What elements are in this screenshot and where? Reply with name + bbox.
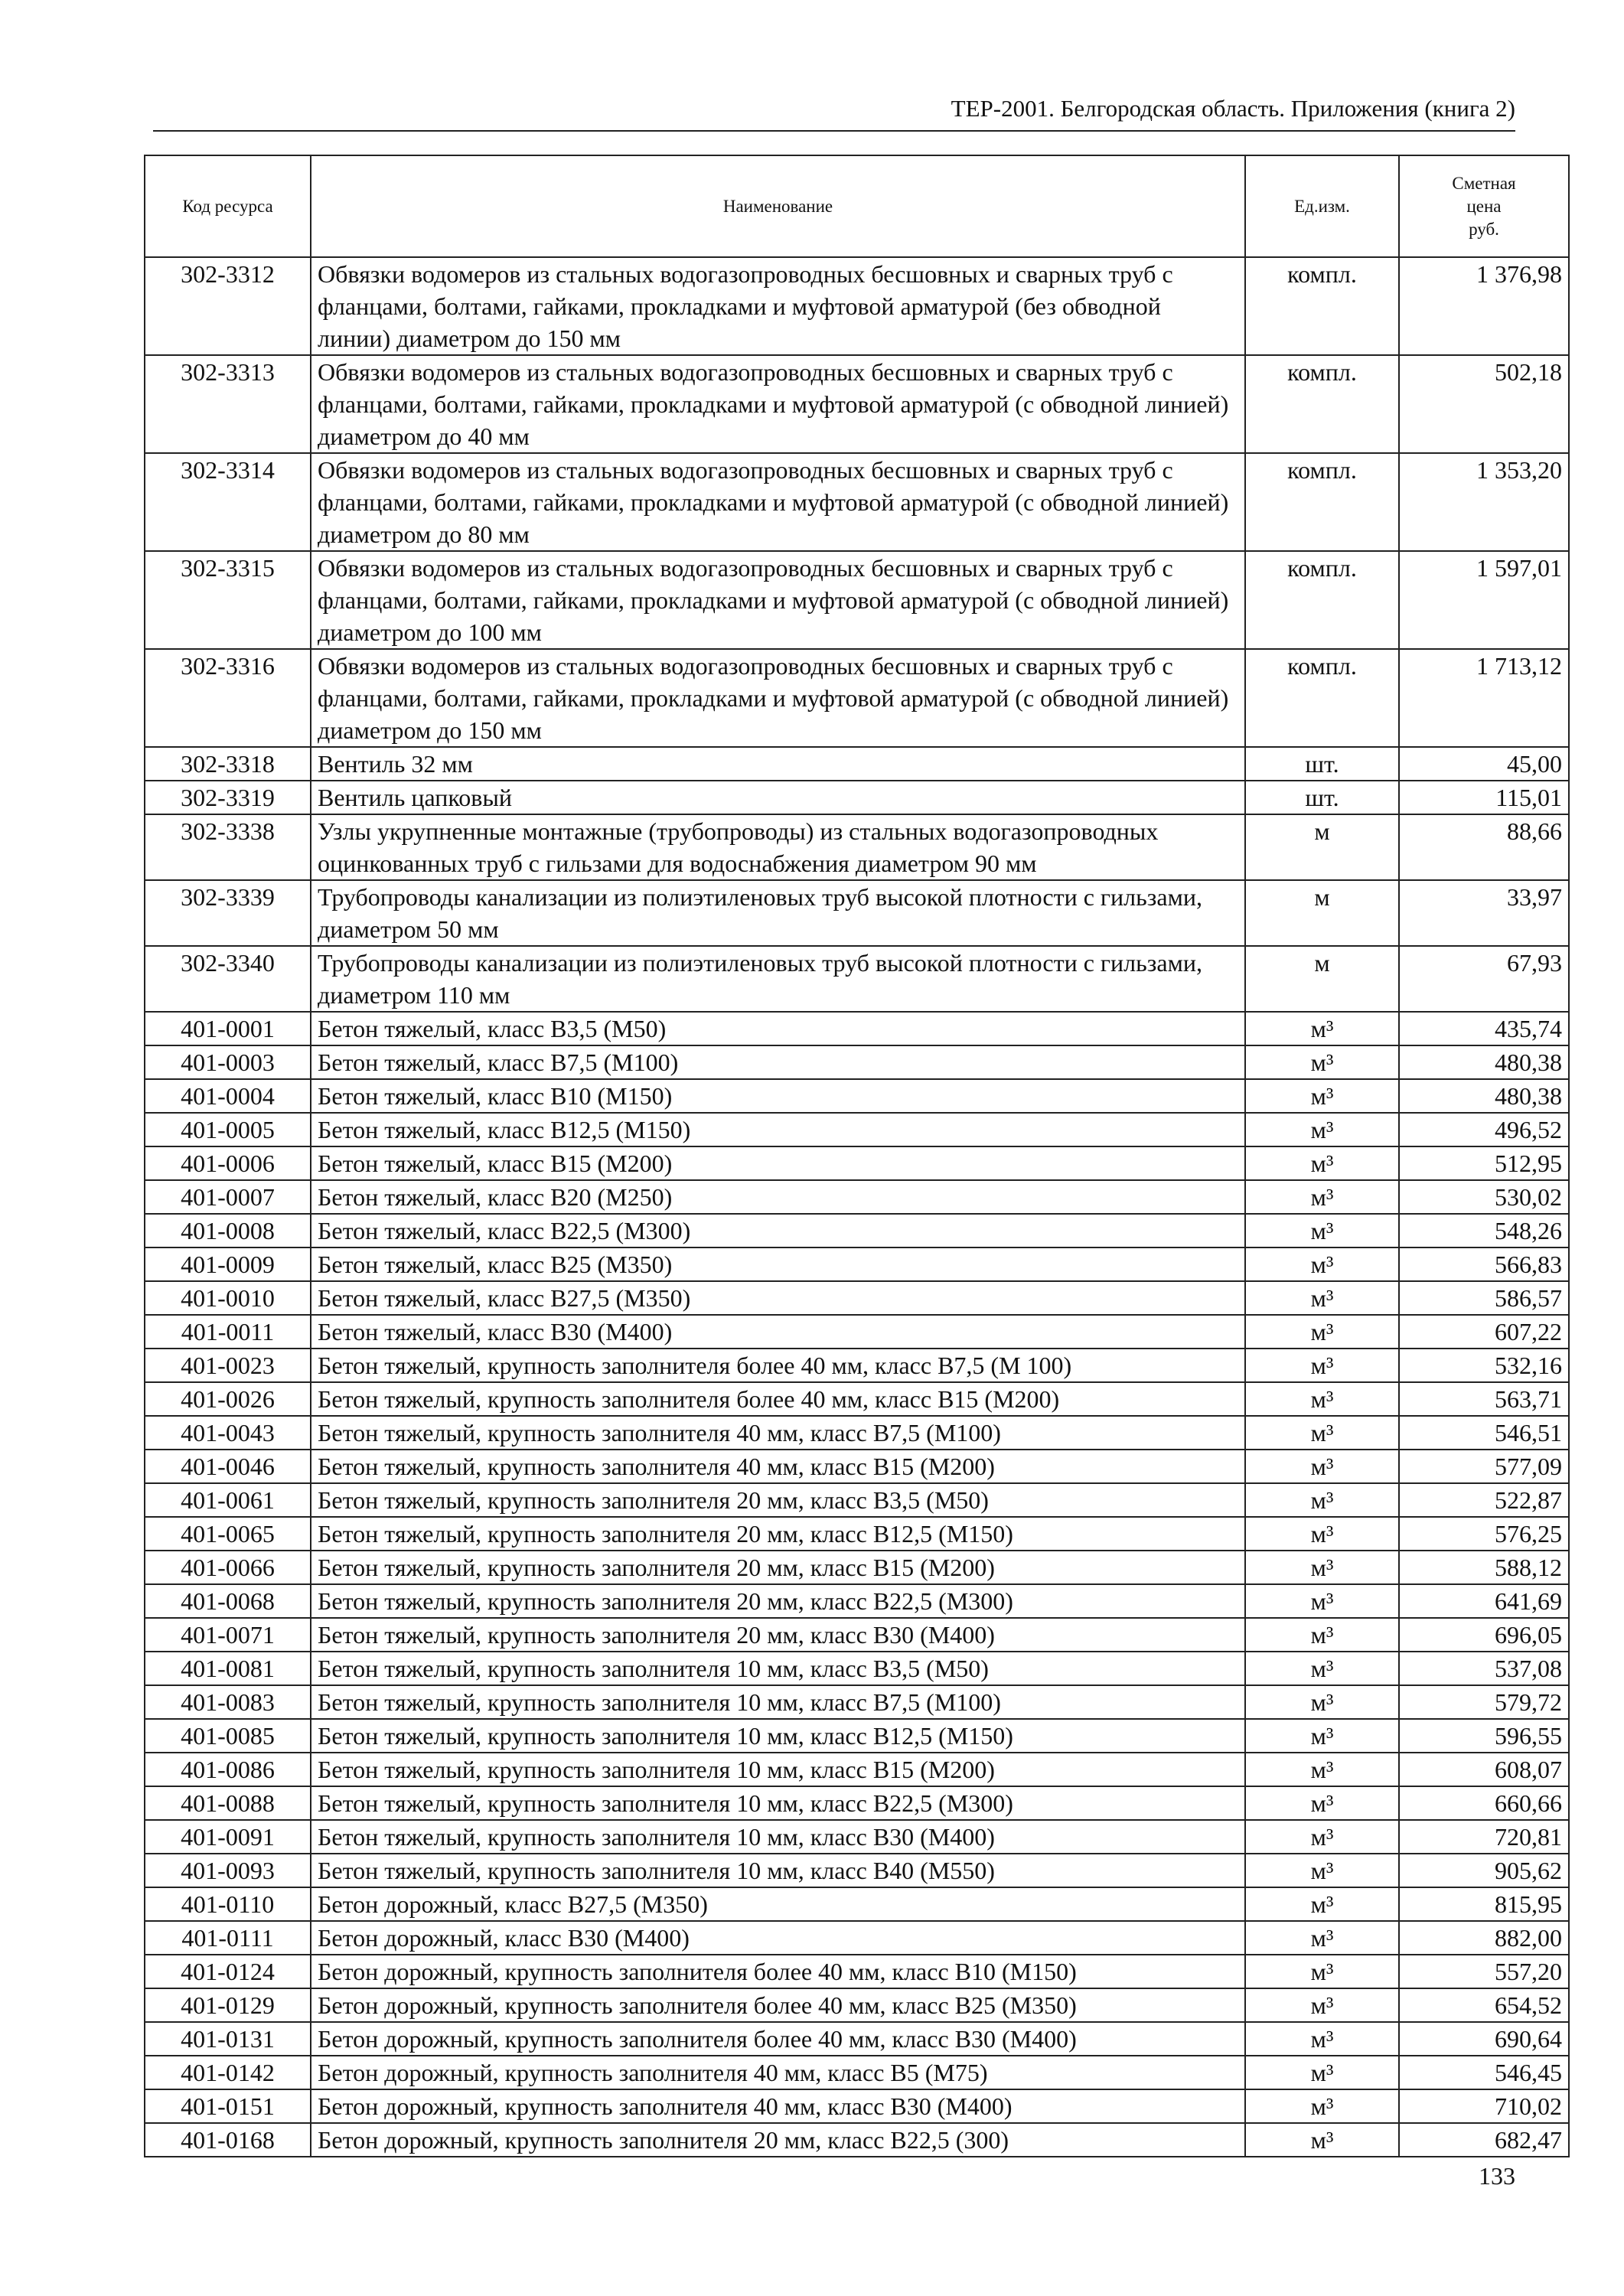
resource-name-cell: Бетон тяжелый, крупность заполнителя 10 мм, класс В40 (М550) bbox=[311, 1854, 1245, 1887]
price-cell: 576,25 bbox=[1399, 1517, 1569, 1551]
price-cell: 596,55 bbox=[1399, 1719, 1569, 1753]
unit-cell: м³ bbox=[1245, 1955, 1399, 1988]
resource-name-cell: Обвязки водомеров из стальных водогазопроводных бесшовных и сварных труб с фланцами, болтами, гайками, прокладками и муфтовой арматурой (с обводной линией) диаметром до 100 мм bbox=[311, 551, 1245, 649]
table-row bbox=[145, 2123, 1569, 2157]
resource-name-cell: Трубопроводы канализации из полиэтиленовых труб высокой плотности с гильзами, диаметром 50 мм bbox=[311, 880, 1245, 946]
unit-cell: шт. bbox=[1245, 747, 1399, 781]
resource-name-cell: Бетон дорожный, крупность заполнителя 40 мм, класс В30 (М400) bbox=[311, 2089, 1245, 2123]
unit-cell: м³ bbox=[1245, 1921, 1399, 1955]
resource-code-cell: 401-0088 bbox=[145, 1786, 311, 1820]
unit-cell: шт. bbox=[1245, 781, 1399, 814]
resource-code-cell: 401-0065 bbox=[145, 1517, 311, 1551]
resource-code-cell: 401-0093 bbox=[145, 1854, 311, 1887]
unit-cell: м³ bbox=[1245, 1382, 1399, 1416]
resource-code-cell: 401-0008 bbox=[145, 1214, 311, 1247]
column-header-name: Наименование bbox=[311, 155, 1245, 257]
unit-cell: м³ bbox=[1245, 1719, 1399, 1753]
resource-name-cell: Бетон дорожный, крупность заполнителя более 40 мм, класс В25 (М350) bbox=[311, 1988, 1245, 2022]
unit-cell: м³ bbox=[1245, 1180, 1399, 1214]
resource-name-cell: Бетон тяжелый, крупность заполнителя 40 мм, класс В7,5 (М100) bbox=[311, 1416, 1245, 1450]
price-cell: 588,12 bbox=[1399, 1551, 1569, 1584]
resource-code-cell: 302-3315 bbox=[145, 551, 311, 649]
resource-code-cell: 401-0085 bbox=[145, 1719, 311, 1753]
table-row bbox=[145, 747, 1569, 781]
resource-name-cell: Обвязки водомеров из стальных водогазопроводных бесшовных и сварных труб с фланцами, болтами, гайками, прокладками и муфтовой арматурой (с обводной линией) диаметром до 80 мм bbox=[311, 453, 1245, 551]
resource-code-cell: 302-3312 bbox=[145, 257, 311, 355]
price-cell: 660,66 bbox=[1399, 1786, 1569, 1820]
resource-name-cell: Бетон тяжелый, класс В25 (М350) bbox=[311, 1247, 1245, 1281]
unit-cell: м³ bbox=[1245, 1214, 1399, 1247]
table-header-row bbox=[145, 155, 1569, 257]
price-cell: 546,51 bbox=[1399, 1416, 1569, 1450]
table-row bbox=[145, 1113, 1569, 1146]
resource-name-cell: Бетон тяжелый, класс В12,5 (М150) bbox=[311, 1113, 1245, 1146]
table-row bbox=[145, 1045, 1569, 1079]
resource-name-cell: Бетон тяжелый, класс В7,5 (М100) bbox=[311, 1045, 1245, 1079]
unit-cell: м³ bbox=[1245, 1247, 1399, 1281]
resource-name-cell: Бетон тяжелый, крупность заполнителя 10 мм, класс В30 (М400) bbox=[311, 1820, 1245, 1854]
resource-code-cell: 401-0011 bbox=[145, 1315, 311, 1349]
price-cell: 45,00 bbox=[1399, 747, 1569, 781]
table-row bbox=[145, 551, 1569, 649]
price-cell: 532,16 bbox=[1399, 1349, 1569, 1382]
resource-code-cell: 401-0151 bbox=[145, 2089, 311, 2123]
resource-name-cell: Бетон дорожный, класс В30 (М400) bbox=[311, 1921, 1245, 1955]
unit-cell: м³ bbox=[1245, 1012, 1399, 1045]
column-header-price-line: цена bbox=[1466, 196, 1502, 216]
table-row bbox=[145, 1214, 1569, 1247]
unit-cell: м³ bbox=[1245, 1416, 1399, 1450]
unit-cell: м bbox=[1245, 946, 1399, 1012]
table-row bbox=[145, 781, 1569, 814]
price-cell: 710,02 bbox=[1399, 2089, 1569, 2123]
price-cell: 608,07 bbox=[1399, 1753, 1569, 1786]
resource-code-cell: 401-0061 bbox=[145, 1483, 311, 1517]
price-cell: 502,18 bbox=[1399, 355, 1569, 453]
resource-name-cell: Бетон тяжелый, крупность заполнителя 20 мм, класс В3,5 (М50) bbox=[311, 1483, 1245, 1517]
resource-code-cell: 401-0003 bbox=[145, 1045, 311, 1079]
resource-code-cell: 302-3313 bbox=[145, 355, 311, 453]
resource-code-cell: 401-0006 bbox=[145, 1146, 311, 1180]
resource-code-cell: 302-3319 bbox=[145, 781, 311, 814]
unit-cell: м³ bbox=[1245, 1281, 1399, 1315]
table-row bbox=[145, 453, 1569, 551]
unit-cell: м³ bbox=[1245, 1315, 1399, 1349]
unit-cell: м³ bbox=[1245, 1786, 1399, 1820]
unit-cell: м³ bbox=[1245, 1887, 1399, 1921]
table-row bbox=[145, 1652, 1569, 1685]
price-cell: 566,83 bbox=[1399, 1247, 1569, 1281]
column-header-unit: Ед.изм. bbox=[1245, 155, 1399, 257]
resource-name-cell: Бетон тяжелый, крупность заполнителя 40 мм, класс В15 (М200) bbox=[311, 1450, 1245, 1483]
resource-code-cell: 401-0046 bbox=[145, 1450, 311, 1483]
price-cell: 1 597,01 bbox=[1399, 551, 1569, 649]
page-header: ТЕР-2001. Белгородская область. Приложения (книга 2) bbox=[951, 95, 1515, 122]
resource-name-cell: Бетон тяжелый, крупность заполнителя 20 мм, класс В22,5 (М300) bbox=[311, 1584, 1245, 1618]
resource-name-cell: Вентиль 32 мм bbox=[311, 747, 1245, 781]
page-number: 133 bbox=[1479, 2162, 1515, 2190]
table-row bbox=[145, 649, 1569, 747]
resource-code-cell: 401-0005 bbox=[145, 1113, 311, 1146]
table-row bbox=[145, 355, 1569, 453]
resource-code-cell: 401-0111 bbox=[145, 1921, 311, 1955]
resource-code-cell: 302-3314 bbox=[145, 453, 311, 551]
resource-code-cell: 401-0168 bbox=[145, 2123, 311, 2157]
resource-name-cell: Бетон тяжелый, крупность заполнителя более 40 мм, класс В7,5 (М 100) bbox=[311, 1349, 1245, 1382]
price-cell: 641,69 bbox=[1399, 1584, 1569, 1618]
table-row bbox=[145, 880, 1569, 946]
unit-cell: м³ bbox=[1245, 2056, 1399, 2089]
resource-code-cell: 302-3338 bbox=[145, 814, 311, 880]
table-row bbox=[145, 814, 1569, 880]
resource-code-cell: 401-0001 bbox=[145, 1012, 311, 1045]
table-row bbox=[145, 1584, 1569, 1618]
table-row bbox=[145, 1887, 1569, 1921]
column-header-price bbox=[1399, 155, 1569, 257]
table-body bbox=[145, 257, 1569, 2157]
resource-code-cell: 401-0129 bbox=[145, 1988, 311, 2022]
resource-code-cell: 401-0004 bbox=[145, 1079, 311, 1113]
price-cell: 1 376,98 bbox=[1399, 257, 1569, 355]
resource-name-cell: Бетон дорожный, крупность заполнителя более 40 мм, класс В30 (М400) bbox=[311, 2022, 1245, 2056]
price-cell: 607,22 bbox=[1399, 1315, 1569, 1349]
resource-name-cell: Бетон тяжелый, крупность заполнителя 20 мм, класс В30 (М400) bbox=[311, 1618, 1245, 1652]
unit-cell: м³ bbox=[1245, 1685, 1399, 1719]
resource-code-cell: 401-0142 bbox=[145, 2056, 311, 2089]
resource-name-cell: Бетон тяжелый, крупность заполнителя более 40 мм, класс В15 (М200) bbox=[311, 1382, 1245, 1416]
table-row bbox=[145, 2089, 1569, 2123]
resource-name-cell: Бетон тяжелый, класс В3,5 (М50) bbox=[311, 1012, 1245, 1045]
table-row bbox=[145, 1753, 1569, 1786]
resource-code-cell: 401-0091 bbox=[145, 1820, 311, 1854]
price-cell: 537,08 bbox=[1399, 1652, 1569, 1685]
table-row bbox=[145, 1247, 1569, 1281]
price-cell: 815,95 bbox=[1399, 1887, 1569, 1921]
price-cell: 88,66 bbox=[1399, 814, 1569, 880]
table-row bbox=[145, 257, 1569, 355]
unit-cell: м bbox=[1245, 814, 1399, 880]
price-cell: 512,95 bbox=[1399, 1146, 1569, 1180]
table-row bbox=[145, 1988, 1569, 2022]
resource-name-cell: Узлы укрупненные монтажные (трубопроводы) из стальных водогазопроводных оцинкованных труб с гильзами для водоснабжения диаметром 90 мм bbox=[311, 814, 1245, 880]
resource-name-cell: Бетон дорожный, крупность заполнителя 40 мм, класс В5 (М75) bbox=[311, 2056, 1245, 2089]
table-row bbox=[145, 2056, 1569, 2089]
price-cell: 1 353,20 bbox=[1399, 453, 1569, 551]
resource-name-cell: Бетон тяжелый, класс В22,5 (М300) bbox=[311, 1214, 1245, 1247]
resource-name-cell: Бетон тяжелый, крупность заполнителя 10 мм, класс В7,5 (М100) bbox=[311, 1685, 1245, 1719]
resource-name-cell: Бетон тяжелый, крупность заполнителя 20 мм, класс В15 (М200) bbox=[311, 1551, 1245, 1584]
unit-cell: компл. bbox=[1245, 453, 1399, 551]
price-cell: 435,74 bbox=[1399, 1012, 1569, 1045]
price-cell: 563,71 bbox=[1399, 1382, 1569, 1416]
resource-code-cell: 401-0086 bbox=[145, 1753, 311, 1786]
resource-code-cell: 302-3316 bbox=[145, 649, 311, 747]
resource-code-cell: 401-0007 bbox=[145, 1180, 311, 1214]
table-row bbox=[145, 1349, 1569, 1382]
unit-cell: компл. bbox=[1245, 649, 1399, 747]
unit-cell: м³ bbox=[1245, 1079, 1399, 1113]
table-row bbox=[145, 1416, 1569, 1450]
table-row bbox=[145, 1012, 1569, 1045]
table-row bbox=[145, 1382, 1569, 1416]
price-cell: 1 713,12 bbox=[1399, 649, 1569, 747]
table-row bbox=[145, 1719, 1569, 1753]
resource-name-cell: Бетон тяжелый, класс В15 (М200) bbox=[311, 1146, 1245, 1180]
price-cell: 720,81 bbox=[1399, 1820, 1569, 1854]
unit-cell: м³ bbox=[1245, 1584, 1399, 1618]
table-row bbox=[145, 1854, 1569, 1887]
price-cell: 480,38 bbox=[1399, 1079, 1569, 1113]
table-row bbox=[145, 2022, 1569, 2056]
unit-cell: м bbox=[1245, 880, 1399, 946]
resource-code-cell: 401-0068 bbox=[145, 1584, 311, 1618]
price-cell: 546,45 bbox=[1399, 2056, 1569, 2089]
price-cell: 905,62 bbox=[1399, 1854, 1569, 1887]
unit-cell: м³ bbox=[1245, 1146, 1399, 1180]
resource-name-cell: Бетон дорожный, класс В27,5 (М350) bbox=[311, 1887, 1245, 1921]
unit-cell: м³ bbox=[1245, 2089, 1399, 2123]
price-cell: 577,09 bbox=[1399, 1450, 1569, 1483]
price-cell: 654,52 bbox=[1399, 1988, 1569, 2022]
unit-cell: м³ bbox=[1245, 1045, 1399, 1079]
table-row bbox=[145, 1483, 1569, 1517]
price-cell: 579,72 bbox=[1399, 1685, 1569, 1719]
unit-cell: м³ bbox=[1245, 1483, 1399, 1517]
unit-cell: м³ bbox=[1245, 1753, 1399, 1786]
unit-cell: м³ bbox=[1245, 1349, 1399, 1382]
table-row bbox=[145, 1146, 1569, 1180]
resource-code-cell: 401-0010 bbox=[145, 1281, 311, 1315]
unit-cell: м³ bbox=[1245, 1113, 1399, 1146]
price-cell: 496,52 bbox=[1399, 1113, 1569, 1146]
resource-code-cell: 401-0023 bbox=[145, 1349, 311, 1382]
resource-code-cell: 302-3339 bbox=[145, 880, 311, 946]
resource-name-cell: Обвязки водомеров из стальных водогазопроводных бесшовных и сварных труб с фланцами, болтами, гайками, прокладками и муфтовой арматурой (без обводной линии) диаметром до 150 мм bbox=[311, 257, 1245, 355]
unit-cell: компл. bbox=[1245, 551, 1399, 649]
price-cell: 33,97 bbox=[1399, 880, 1569, 946]
unit-cell: м³ bbox=[1245, 2022, 1399, 2056]
unit-cell: м³ bbox=[1245, 1618, 1399, 1652]
price-cell: 557,20 bbox=[1399, 1955, 1569, 1988]
table-row bbox=[145, 1517, 1569, 1551]
resource-code-cell: 401-0110 bbox=[145, 1887, 311, 1921]
price-cell: 696,05 bbox=[1399, 1618, 1569, 1652]
resource-code-cell: 401-0131 bbox=[145, 2022, 311, 2056]
resource-name-cell: Обвязки водомеров из стальных водогазопроводных бесшовных и сварных труб с фланцами, болтами, гайками, прокладками и муфтовой арматурой (с обводной линией) диаметром до 40 мм bbox=[311, 355, 1245, 453]
price-cell: 522,87 bbox=[1399, 1483, 1569, 1517]
resource-code-cell: 401-0081 bbox=[145, 1652, 311, 1685]
resource-code-cell: 302-3318 bbox=[145, 747, 311, 781]
resource-name-cell: Бетон дорожный, крупность заполнителя 20 мм, класс В22,5 (300) bbox=[311, 2123, 1245, 2157]
resource-name-cell: Бетон дорожный, крупность заполнителя более 40 мм, класс В10 (М150) bbox=[311, 1955, 1245, 1988]
price-cell: 530,02 bbox=[1399, 1180, 1569, 1214]
resource-code-cell: 401-0009 bbox=[145, 1247, 311, 1281]
price-cell: 548,26 bbox=[1399, 1214, 1569, 1247]
resource-code-cell: 401-0071 bbox=[145, 1618, 311, 1652]
resource-name-cell: Бетон тяжелый, крупность заполнителя 10 мм, класс В22,5 (М300) bbox=[311, 1786, 1245, 1820]
table-row bbox=[145, 1551, 1569, 1584]
resource-name-cell: Бетон тяжелый, класс В27,5 (М350) bbox=[311, 1281, 1245, 1315]
table-row bbox=[145, 1921, 1569, 1955]
unit-cell: м³ bbox=[1245, 1517, 1399, 1551]
price-cell: 480,38 bbox=[1399, 1045, 1569, 1079]
table-row bbox=[145, 1281, 1569, 1315]
unit-cell: м³ bbox=[1245, 2123, 1399, 2157]
price-cell: 586,57 bbox=[1399, 1281, 1569, 1315]
column-header-price-line: Сметная bbox=[1452, 173, 1516, 193]
resource-name-cell: Вентиль цапковый bbox=[311, 781, 1245, 814]
table-row bbox=[145, 1079, 1569, 1113]
column-header-code: Код ресурса bbox=[145, 155, 311, 257]
resource-code-cell: 401-0066 bbox=[145, 1551, 311, 1584]
resource-code-cell: 302-3340 bbox=[145, 946, 311, 1012]
table-row bbox=[145, 1685, 1569, 1719]
price-table bbox=[144, 155, 1570, 2157]
table-row bbox=[145, 1450, 1569, 1483]
resource-name-cell: Бетон тяжелый, класс В30 (М400) bbox=[311, 1315, 1245, 1349]
table-row bbox=[145, 1618, 1569, 1652]
resource-name-cell: Бетон тяжелый, крупность заполнителя 10 мм, класс В12,5 (М150) bbox=[311, 1719, 1245, 1753]
table-row bbox=[145, 1786, 1569, 1820]
resource-name-cell: Бетон тяжелый, крупность заполнителя 10 мм, класс В3,5 (М50) bbox=[311, 1652, 1245, 1685]
table-row bbox=[145, 1820, 1569, 1854]
price-cell: 682,47 bbox=[1399, 2123, 1569, 2157]
header-rule bbox=[153, 130, 1515, 132]
resource-name-cell: Бетон тяжелый, крупность заполнителя 20 мм, класс В12,5 (М150) bbox=[311, 1517, 1245, 1551]
unit-cell: компл. bbox=[1245, 257, 1399, 355]
table-row bbox=[145, 1180, 1569, 1214]
unit-cell: м³ bbox=[1245, 1450, 1399, 1483]
resource-name-cell: Обвязки водомеров из стальных водогазопроводных бесшовных и сварных труб с фланцами, болтами, гайками, прокладками и муфтовой арматурой (с обводной линией) диаметром до 150 мм bbox=[311, 649, 1245, 747]
unit-cell: компл. bbox=[1245, 355, 1399, 453]
unit-cell: м³ bbox=[1245, 1820, 1399, 1854]
resource-name-cell: Бетон тяжелый, класс В10 (М150) bbox=[311, 1079, 1245, 1113]
unit-cell: м³ bbox=[1245, 1551, 1399, 1584]
unit-cell: м³ bbox=[1245, 1652, 1399, 1685]
resource-code-cell: 401-0026 bbox=[145, 1382, 311, 1416]
price-cell: 690,64 bbox=[1399, 2022, 1569, 2056]
table-row bbox=[145, 1315, 1569, 1349]
column-header-price-line: руб. bbox=[1469, 219, 1499, 239]
unit-cell: м³ bbox=[1245, 1988, 1399, 2022]
resource-name-cell: Трубопроводы канализации из полиэтиленовых труб высокой плотности с гильзами, диаметром 110 мм bbox=[311, 946, 1245, 1012]
resource-code-cell: 401-0083 bbox=[145, 1685, 311, 1719]
price-cell: 115,01 bbox=[1399, 781, 1569, 814]
table-row bbox=[145, 1955, 1569, 1988]
resource-code-cell: 401-0124 bbox=[145, 1955, 311, 1988]
table-row bbox=[145, 946, 1569, 1012]
resource-name-cell: Бетон тяжелый, класс В20 (М250) bbox=[311, 1180, 1245, 1214]
resource-name-cell: Бетон тяжелый, крупность заполнителя 10 мм, класс В15 (М200) bbox=[311, 1753, 1245, 1786]
unit-cell: м³ bbox=[1245, 1854, 1399, 1887]
price-cell: 67,93 bbox=[1399, 946, 1569, 1012]
resource-code-cell: 401-0043 bbox=[145, 1416, 311, 1450]
price-cell: 882,00 bbox=[1399, 1921, 1569, 1955]
